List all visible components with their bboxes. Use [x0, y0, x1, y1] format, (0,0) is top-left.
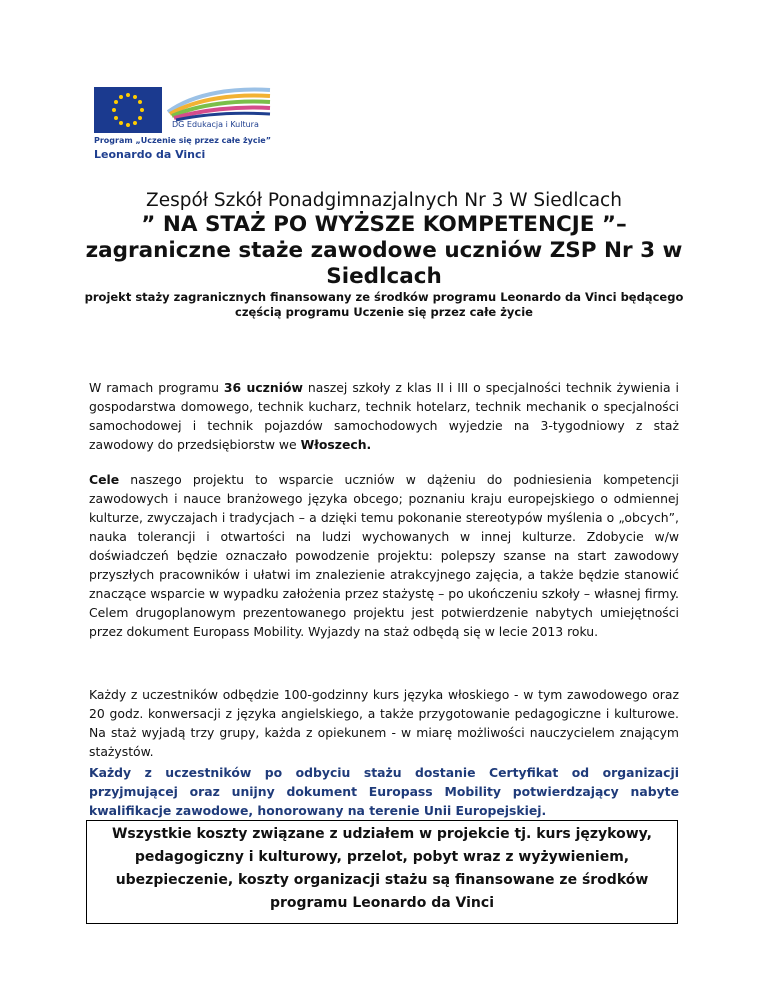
costs-box: Wszystkie koszty związane z udziałem w projekcie tj. kurs językowy, pedagogiczny i kulturowy, przelot, pobyt wraz z wyżywieniem, ubezpieczenie, koszty organizacji stażu są finansowane ze środków programu Leonardo da Vinci [86, 820, 678, 924]
course-paragraph: Każdy z uczestników odbędzie 100-godzinny kurs języka włoskiego - w tym zawodowego oraz 20 godz. konwersacji z języka angielskiego, a także przygotowanie pedagogiczne i kulturowe. Na staż wyjadą trzy grupy, każda z opiekunem - w miarę możliwości nauczycielem znającym stażystów. [89, 687, 679, 759]
goals-paragraph: Cele naszego projektu to wsparcie uczniów w dążeniu do podniesienia kompetencji zawodowych i nauce branżowego języka obcego; poznaniu kraju europejskiego o odmiennej kulturze, zwyczajach i tradycjach – a dzięki temu pokonanie stereotypów myślenia o „obcych”, nauka tolerancji i otwartości na ludzi wychowanych w innej kulturze. Zdobycie w/w doświadczeń będzie oznaczało powodzenie projektu: polepszy szanse na start zawodowy przyszłych pracowników i ułatwi im znalezienie atrakcyjnego zajęcia, a także będzie stanowić znaczące wsparcie w wypadku założenia przez stażystę – po ukończeniu szkoły – własnej firmy. Celem drugoplanowym prezentowanego projektu jest potwierdzenie nabytych umiejętności przez dokument Europass Mobility. Wyjazdy na staż odbędą się w lecie 2013 roku. [89, 472, 679, 639]
certificate-paragraph: Każdy z uczestników po odbyciu stażu dostanie Certyfikat od organizacji przyjmującej oraz unijny dokument Europass Mobility potwierdzający nabyte kwalifikacje zawodowe, honorowany na terenie Unii Europejskiej. [89, 765, 679, 818]
school-name: Zespół Szkół Ponadgimnazjalnych Nr 3 W Siedlcach [146, 190, 622, 211]
eu-flag-icon [94, 87, 162, 133]
intro-paragraph: W ramach programu 36 uczniów naszej szkoły z klas II i III o specjalności technik żywienia i gospodarstwa domowego, technik kucharz, technik hotelarz, technik mechanik o specjalności samochodowej i technik pojazdów samochodowych wyjedzie na 3-tygodniowy z staż zawodowy do przedsiębiorstw we Włoszech. [89, 380, 679, 452]
program-logo [92, 84, 272, 160]
logo-leonardo-text: Leonardo da Vinci [94, 148, 206, 161]
logo-program-text: Program „Uczenie się przez całe życie” [94, 136, 271, 145]
project-title: ” NA STAŻ PO WYŻSZE KOMPETENCJE ”– zagraniczne staże zawodowe uczniów ZSP Nr 3 w Siedlcach [85, 212, 683, 289]
project-subtitle: projekt staży zagranicznych finansowany ze środków programu Leonardo da Vinci będącego częścią programu Uczenie się przez całe życie [84, 290, 684, 319]
logo-dg-text: DG Edukacja i Kultura [172, 120, 259, 129]
